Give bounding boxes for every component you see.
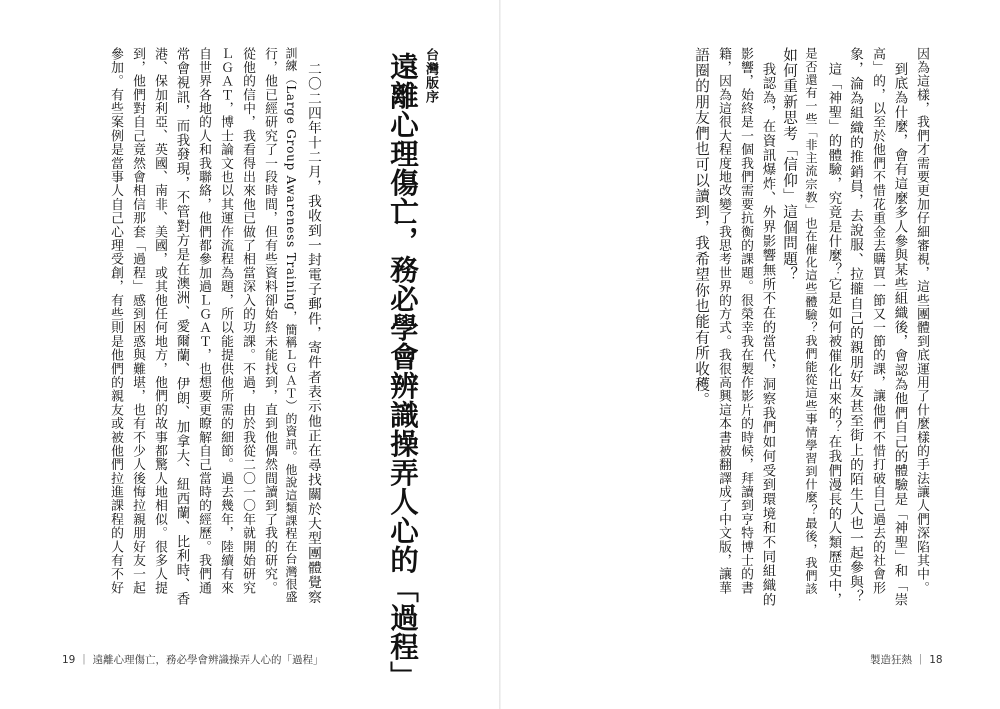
- paragraph-line: 從他的信中，我看得出來他已做了相當深入的功課。不過，由於我從二〇一〇年就開始研究: [240, 47, 255, 595]
- paragraph-line: 自世界各地的人和我聯絡，他們都參加過ＬＧＡＴ，也想要更瞭解自己當時的經歷。我們通: [196, 47, 211, 595]
- paragraph-line: 港、保加利亞、英國、南非、美國，或其他任何地方，他們的故事都驚人地相似。很多人提: [152, 47, 167, 595]
- paragraph-line: 到，他們對自己竟然會相信那套「過程」感到困惑與難堪，也有不少人後悔拉親朋好友一起: [130, 47, 145, 595]
- paragraph-line: 二〇二四年十二月，我收到一封電子郵件，寄件者表示他正在尋找關於大型團體覺察: [305, 62, 321, 605]
- paragraph-line: 象，淪為組織的推銷員，去說服、拉攏自己的親朋好友甚至街上的陌生人也一起參與？: [847, 47, 863, 605]
- paragraph-line: 如何重新思考「信仰」這個問題？: [781, 47, 798, 283]
- paragraph-line: 影響，始終是一個我們需要抗衡的課題。很榮幸我在製作影片的時候，拜讀到亨特博士的書: [738, 47, 753, 595]
- paragraph-line: 常會視訊，而我發現，不管對方是在澳洲、愛爾蘭、伊朗、加拿大、紐西蘭、比利時、香: [174, 47, 189, 607]
- running-head: 遠離心理傷亡，務必學會辨識操弄人心的「過程」: [92, 654, 324, 666]
- paragraph-line: 這「神聖」的體驗，究竟是什麼？它是如何被催化出來的？在我們漫長的人類歷史中，: [826, 62, 841, 607]
- paragraph-line: 到底為什麼，會有這麼多人參與某些組織後，會認為他們自己的體驗是「神聖」和「崇: [892, 62, 907, 607]
- footer-separator: ｜: [915, 654, 926, 666]
- right-footer: [870, 652, 943, 667]
- paragraph-line: 我認為，在資訊爆炸、外界影響無所不在的當代，洞察我們如何受到環境和不同組織的: [760, 62, 775, 607]
- paragraph-line: 高」的，以至於他們不惜花重金去購買一節又一節的課，讓他們不惜打破自己過去的社會形: [870, 47, 885, 595]
- paragraph-line: ＬＧＡＴ，博士論文也以其運作流程為題，所以能提供他所需的細節。過去幾年，陸續有來: [218, 47, 233, 595]
- page-number: 19: [62, 654, 76, 666]
- chapter-title: 遠離心理傷亡，務必學會辨識操弄人心的「過程」: [386, 52, 419, 690]
- paragraph-line: 參加。有些案例是當事人自己心理受創，有些則是他們的親友或被他們拉進課程的人有不好: [108, 47, 123, 595]
- running-head: 製造狂熱: [870, 654, 912, 666]
- paragraph-line: 訓練（Large Group Awareness Training，簡稱ＬＧＡＴ）的資訊。他說這類課程在台灣很盛: [284, 47, 298, 604]
- paragraph-line: 因為這樣，我們才需要更加仔細審視，這些團體到底運用了什麼樣的手法讓人們深陷其中。: [914, 47, 929, 595]
- paragraph-line: 語圈的朋友們也可以讀到，我希望你也能有所收穫。: [693, 47, 710, 409]
- paragraph-line: 行，他已經研究了一段時間，但有些資料卻始終未能找到，直到他偶然間讀到了我的研究。: [262, 47, 277, 595]
- left-page-body: [62, 47, 324, 607]
- footer-separator: ｜: [78, 654, 90, 666]
- left-footer: [62, 652, 324, 667]
- page-gutter: [499, 0, 501, 709]
- page-number: 18: [929, 654, 943, 666]
- paragraph-line: 是否還有一些「非主流宗教」也在催化這些體驗？我們能從這些事情學習到什麼？最後，我們該: [804, 47, 818, 596]
- right-page-body: [690, 47, 932, 607]
- section-label: 台灣版序: [423, 48, 438, 104]
- paragraph-line: 籍，因為這很大程度地改變了我思考世界的方式。我很高興這本書被翻譯成了中文版，讓華: [716, 47, 731, 595]
